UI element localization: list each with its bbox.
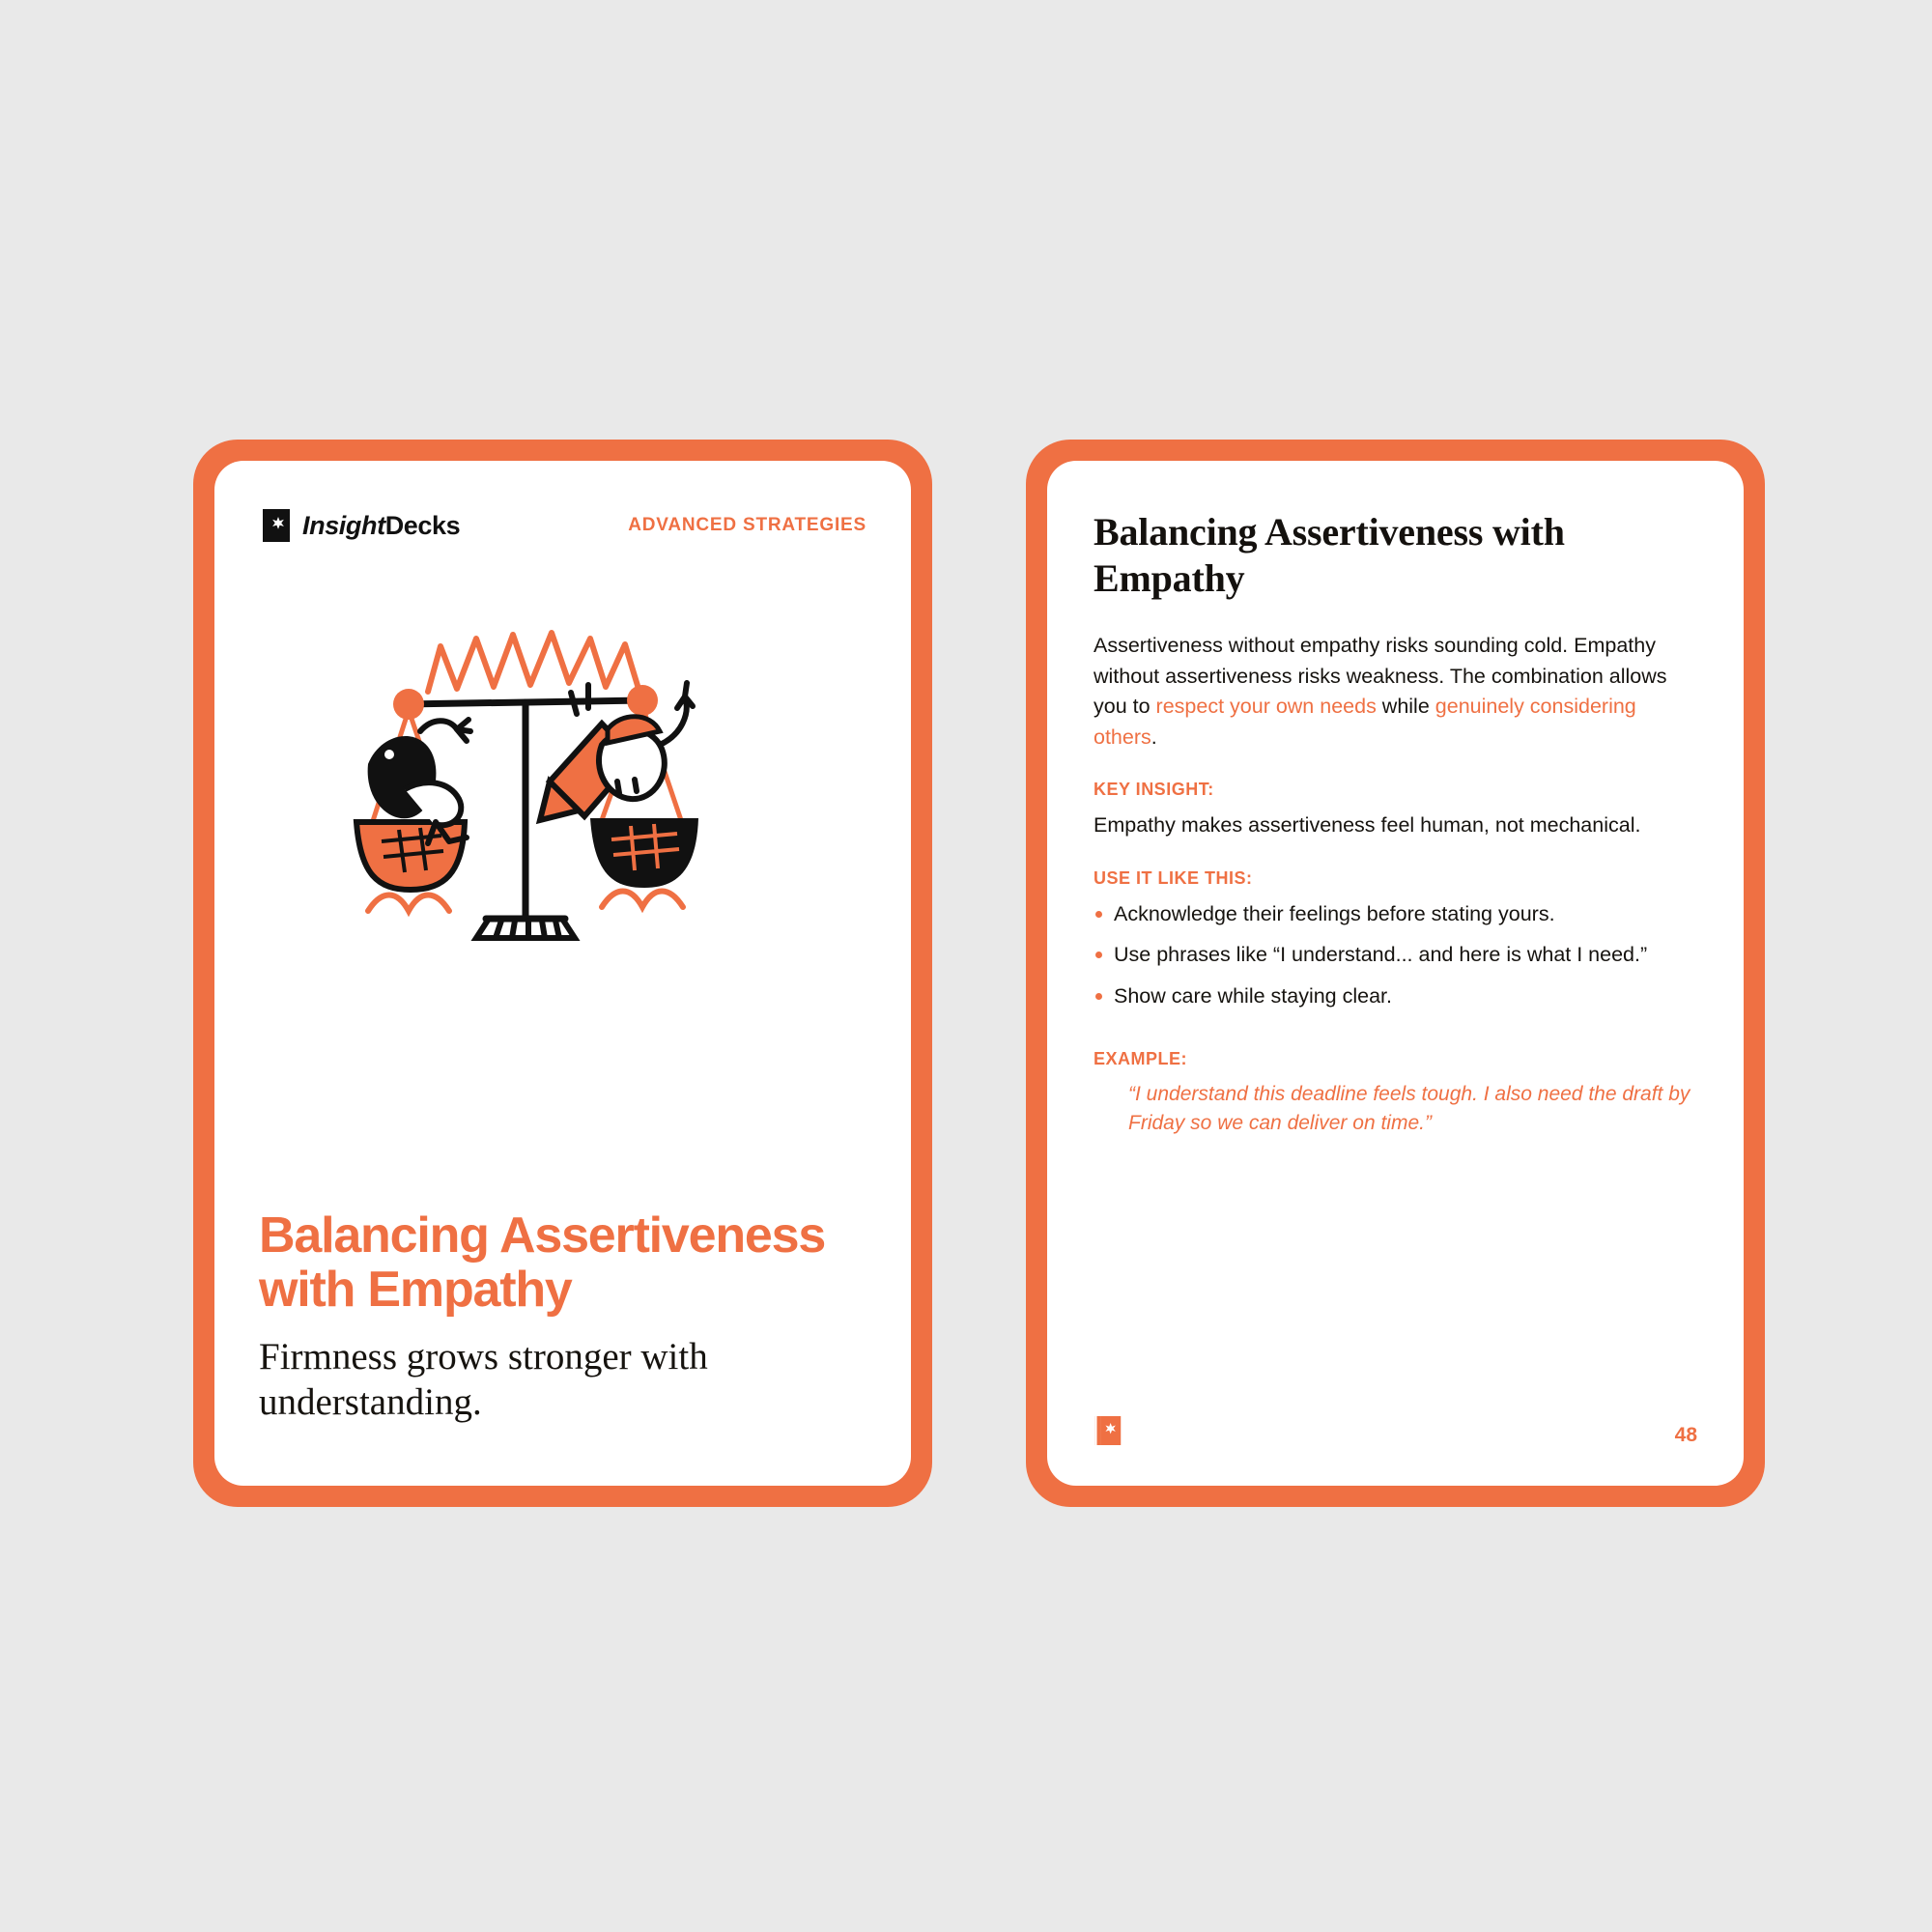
back-footer: [1094, 1414, 1697, 1447]
list-item: Acknowledge their feelings before stating yours.: [1094, 899, 1697, 929]
list-item: Use phrases like “I understand... and here is what I need.”: [1094, 940, 1697, 970]
brand-name-first: Insight: [302, 510, 385, 540]
use-it-like-this-label: USE IT LIKE THIS:: [1094, 867, 1253, 888]
intro-highlight-2: genuinely considering others: [1094, 695, 1636, 749]
card-back: [1026, 440, 1765, 1507]
use-it-like-this-list: [1094, 899, 1697, 1023]
example-label: EXAMPLE:: [1094, 1049, 1188, 1069]
card-front-inner: [214, 461, 911, 1486]
card-back-inner: [1047, 461, 1744, 1486]
back-intro-paragraph: [1094, 631, 1697, 753]
front-header: [259, 507, 867, 544]
intro-part-3: .: [1151, 724, 1157, 749]
key-insight-label: KEY INSIGHT:: [1094, 780, 1214, 800]
front-illustration: [259, 600, 867, 1006]
balance-scale-people-illustration: [312, 600, 814, 1006]
front-card-subtitle: Firmness grows stronger with understanding.: [259, 1335, 708, 1424]
intro-highlight-1: respect your own needs: [1155, 695, 1377, 719]
brand-name: [302, 511, 460, 541]
brand-name-second: Decks: [384, 510, 461, 540]
back-card-title: Balancing Assertiveness with Empathy: [1094, 510, 1565, 600]
category-eyebrow: ADVANCED STRATEGIES: [628, 515, 867, 535]
book-mark-icon: [1094, 1414, 1122, 1447]
example-quote: “I understand this deadline feels tough. I also need the draft by Friday so we can deliver on time.”: [1128, 1083, 1690, 1134]
intro-part-2: while: [1376, 695, 1435, 719]
front-card-title: Balancing Assertiveness with Empathy: [259, 1207, 826, 1318]
book-mark-icon: [259, 507, 292, 544]
front-footer: [259, 1208, 867, 1443]
brand-logo: [259, 507, 460, 544]
card-front: [193, 440, 932, 1507]
key-insight-body: Empathy makes assertiveness feel human, not mechanical.: [1094, 813, 1641, 838]
page-number: 48: [1674, 1424, 1697, 1446]
intro-part-1: Assertiveness without empathy risks sounding cold. Empathy without assertiveness risks weakness. The combination allows you to: [1094, 634, 1667, 719]
list-item: Show care while staying clear.: [1094, 981, 1697, 1011]
